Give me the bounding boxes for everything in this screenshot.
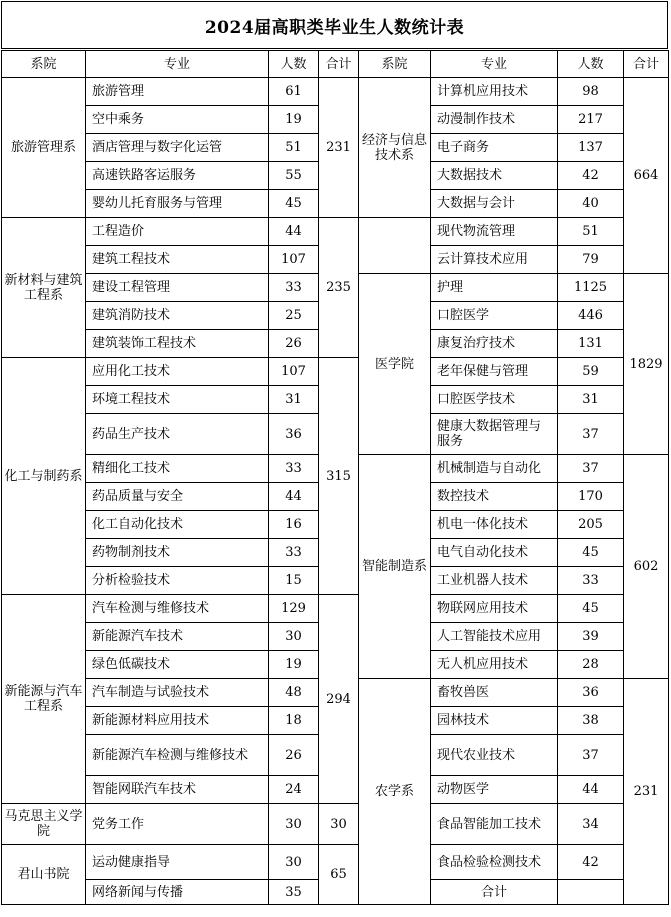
- count-cell: 42: [558, 162, 624, 190]
- count-cell: 38: [558, 707, 624, 735]
- major-cell: 汽车制造与试验技术: [86, 679, 269, 707]
- major-cell: 药品生产技术: [86, 414, 269, 455]
- major-cell: 婴幼儿托育服务与管理: [86, 190, 269, 218]
- header-dept: 系院: [359, 51, 431, 78]
- table-row: [2, 78, 669, 106]
- major-cell: 智能网联汽车技术: [86, 776, 269, 804]
- header-count: 人数: [269, 51, 319, 78]
- count-cell: 205: [558, 511, 624, 539]
- count-cell: 45: [269, 190, 319, 218]
- count-cell: 30: [269, 804, 319, 845]
- major-cell: 分析检验技术: [86, 567, 269, 595]
- count-cell: 40: [558, 190, 624, 218]
- count-cell: 30: [269, 845, 319, 880]
- subtotal-cell: 231: [319, 78, 359, 218]
- count-cell: 37: [558, 455, 624, 483]
- count-cell: 15: [269, 567, 319, 595]
- graduate-count-table: [1, 50, 669, 905]
- major-cell: 药物制剂技术: [86, 539, 269, 567]
- major-cell: 护理: [431, 274, 558, 302]
- dept-junshan-academy: 君山书院: [2, 845, 86, 905]
- dept-medical: 医学院: [359, 274, 431, 455]
- dept-marxism: 马克思主义学院: [2, 804, 86, 845]
- count-cell: 51: [558, 218, 624, 246]
- major-cell: 运动健康指导: [86, 845, 269, 880]
- count-cell: 31: [558, 386, 624, 414]
- dept-materials-construction: 新材料与建筑工程系: [2, 218, 86, 358]
- major-cell: 建设工程管理: [86, 274, 269, 302]
- major-cell: 人工智能技术应用: [431, 623, 558, 651]
- dept-tourism: 旅游管理系: [2, 78, 86, 218]
- dept-economics-it-continued: [359, 218, 431, 274]
- major-cell: 新能源材料应用技术: [86, 707, 269, 735]
- count-cell: 33: [269, 455, 319, 483]
- major-cell: 数控技术: [431, 483, 558, 511]
- major-cell: 酒店管理与数字化运管: [86, 134, 269, 162]
- major-cell: 大数据技术: [431, 162, 558, 190]
- major-cell: 汽车检测与维修技术: [86, 595, 269, 623]
- count-cell: 170: [558, 483, 624, 511]
- major-cell: 畜牧兽医: [431, 679, 558, 707]
- major-cell: 环境工程技术: [86, 386, 269, 414]
- count-cell: 33: [269, 539, 319, 567]
- count-cell: 79: [558, 246, 624, 274]
- major-cell: 无人机应用技术: [431, 651, 558, 679]
- major-cell: 党务工作: [86, 804, 269, 845]
- count-cell: 26: [269, 735, 319, 776]
- major-cell: 机电一体化技术: [431, 511, 558, 539]
- subtotal-cell: 315: [319, 358, 359, 595]
- dept-new-energy-auto: 新能源与汽车工程系: [2, 595, 86, 804]
- count-cell: 37: [558, 735, 624, 776]
- count-cell: 44: [269, 218, 319, 246]
- major-cell: 动漫制作技术: [431, 106, 558, 134]
- major-cell: 旅游管理: [86, 78, 269, 106]
- major-cell: 云计算技术应用: [431, 246, 558, 274]
- count-cell: 36: [558, 679, 624, 707]
- table-row: [2, 595, 669, 623]
- subtotal-cell: 231: [624, 679, 669, 905]
- count-cell: 37: [558, 414, 624, 455]
- subtotal-cell: 30: [319, 804, 359, 845]
- count-cell: 48: [269, 679, 319, 707]
- count-cell: 33: [558, 567, 624, 595]
- major-cell: 建筑装饰工程技术: [86, 330, 269, 358]
- major-cell: 高速铁路客运服务: [86, 162, 269, 190]
- major-cell: 动物医学: [431, 776, 558, 804]
- major-cell: 健康大数据管理与服务: [431, 414, 558, 455]
- major-cell: 园林技术: [431, 707, 558, 735]
- major-cell: 新能源汽车检测与维修技术: [86, 735, 269, 776]
- header-row: [2, 51, 669, 78]
- major-cell: 工业机器人技术: [431, 567, 558, 595]
- header-dept: 系院: [2, 51, 86, 78]
- count-cell: 45: [558, 539, 624, 567]
- count-cell: 36: [269, 414, 319, 455]
- header-count: 人数: [558, 51, 624, 78]
- count-cell: 34: [558, 804, 624, 845]
- major-cell: 康复治疗技术: [431, 330, 558, 358]
- subtotal-cell: 602: [624, 455, 669, 679]
- table-row: [2, 804, 669, 845]
- major-cell: 建筑消防技术: [86, 302, 269, 330]
- table-row: [2, 845, 669, 880]
- count-cell: 446: [558, 302, 624, 330]
- count-cell: 18: [269, 707, 319, 735]
- table-row: [2, 358, 669, 386]
- count-cell: 98: [558, 78, 624, 106]
- count-cell: 30: [269, 623, 319, 651]
- major-cell: 应用化工技术: [86, 358, 269, 386]
- count-cell: 28: [558, 651, 624, 679]
- count-cell: 25: [269, 302, 319, 330]
- major-cell: 物联网应用技术: [431, 595, 558, 623]
- count-cell: 51: [269, 134, 319, 162]
- major-cell: 新能源汽车技术: [86, 623, 269, 651]
- count-cell: 19: [269, 651, 319, 679]
- count-cell: 24: [269, 776, 319, 804]
- empty-cell: [558, 880, 624, 905]
- major-cell: 大数据与会计: [431, 190, 558, 218]
- count-cell: 55: [269, 162, 319, 190]
- major-cell: 食品检验检测技术: [431, 845, 558, 880]
- dept-chemical-pharma: 化工与制药系: [2, 358, 86, 595]
- count-cell: 217: [558, 106, 624, 134]
- subtotal-cell: 1829: [624, 274, 669, 455]
- count-cell: 44: [269, 483, 319, 511]
- major-cell: 电子商务: [431, 134, 558, 162]
- major-cell: 电气自动化技术: [431, 539, 558, 567]
- major-cell: 药品质量与安全: [86, 483, 269, 511]
- major-cell: 精细化工技术: [86, 455, 269, 483]
- major-cell: 空中乘务: [86, 106, 269, 134]
- major-cell: 建筑工程技术: [86, 246, 269, 274]
- page-title: 2024届高职类毕业生人数统计表: [1, 1, 668, 49]
- count-cell: 31: [269, 386, 319, 414]
- header-subtotal: 合计: [319, 51, 359, 78]
- header-major: 专业: [431, 51, 558, 78]
- major-cell: 老年保健与管理: [431, 358, 558, 386]
- count-cell: 33: [269, 274, 319, 302]
- count-cell: 16: [269, 511, 319, 539]
- count-cell: 107: [269, 246, 319, 274]
- count-cell: 19: [269, 106, 319, 134]
- count-cell: 42: [558, 845, 624, 880]
- major-cell: 口腔医学技术: [431, 386, 558, 414]
- count-cell: 44: [558, 776, 624, 804]
- major-cell: 工程造价: [86, 218, 269, 246]
- dept-agriculture: 农学系: [359, 679, 431, 905]
- major-cell: 现代农业技术: [431, 735, 558, 776]
- count-cell: 129: [269, 595, 319, 623]
- major-cell: 计算机应用技术: [431, 78, 558, 106]
- major-cell: 食品智能加工技术: [431, 804, 558, 845]
- count-cell: 1125: [558, 274, 624, 302]
- subtotal-cell: 65: [319, 845, 359, 905]
- subtotal-cell: 294: [319, 595, 359, 804]
- dept-intelligent-manufacturing: 智能制造系: [359, 455, 431, 679]
- major-cell: 网络新闻与传播: [86, 880, 269, 905]
- major-cell: 化工自动化技术: [86, 511, 269, 539]
- count-cell: 35: [269, 880, 319, 905]
- count-cell: 61: [269, 78, 319, 106]
- header-subtotal: 合计: [624, 51, 669, 78]
- count-cell: 59: [558, 358, 624, 386]
- table-row: [2, 218, 669, 246]
- subtotal-cell: 664: [624, 78, 669, 274]
- count-cell: 107: [269, 358, 319, 386]
- major-cell: 机械制造与自动化: [431, 455, 558, 483]
- count-cell: 39: [558, 623, 624, 651]
- subtotal-cell: 235: [319, 218, 359, 358]
- count-cell: 45: [558, 595, 624, 623]
- grand-total-label: 合计: [431, 880, 558, 905]
- count-cell: 137: [558, 134, 624, 162]
- count-cell: 131: [558, 330, 624, 358]
- major-cell: 绿色低碳技术: [86, 651, 269, 679]
- header-major: 专业: [86, 51, 269, 78]
- major-cell: 口腔医学: [431, 302, 558, 330]
- major-cell: 现代物流管理: [431, 218, 558, 246]
- count-cell: 26: [269, 330, 319, 358]
- dept-economics-it: 经济与信息技术系: [359, 78, 431, 218]
